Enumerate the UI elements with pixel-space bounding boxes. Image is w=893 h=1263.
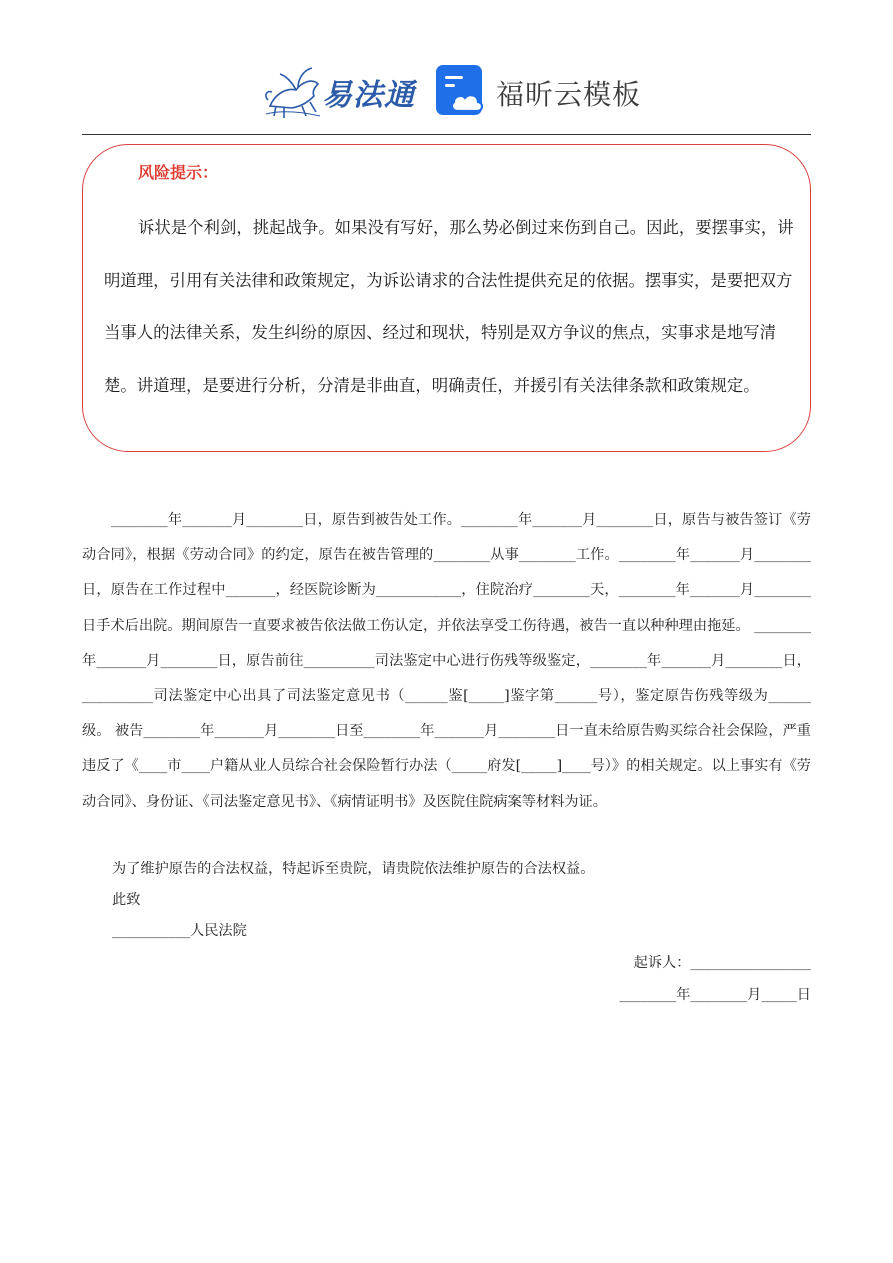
risk-notice-text: 诉状是个利剑，挑起战争。如果没有写好，那么势必倒过来伤到自己。因此，要摆事实，讲明道理，引用有关法律和政策规定，为诉讼请求的合法性提供充足的依据。摆事实，是要把双方当事人的法律关系，发生纠纷的原因、经过和现状，特别是双方争议的焦点，实事求是地写清楚。讲道理，是要进行分析，分清是非曲直，明确责任，并援引有关法律条款和政策规定。 bbox=[104, 218, 794, 395]
cloud-document-icon bbox=[436, 65, 488, 117]
header-divider bbox=[82, 134, 811, 135]
court-name-line: ___________人民法院 bbox=[112, 923, 247, 939]
document-header bbox=[0, 0, 893, 135]
plaintiff-signature-line: 起诉人：_________________ bbox=[633, 955, 811, 971]
complaint-facts-paragraph: ________年_______月________日，原告到被告处工作。________年_______月________日，原告与被告签订《劳动合同》，根据《劳动合同》的约定，原告在被告管理的________从事________工作。________年_______月________日，原告在工作过程中_______，经医院诊断为____________，住院治疗________天，________年_______月________日手术后出院。期间原告一直要求被告依法做工伤认定，并依法享受工伤待遇，被告一直以种种理由拖延。 ________年_______月________日，原告前往__________司法鉴定中心进行伤残等级鉴定，________年_______月________日，__________司法鉴定中心出具了司法鉴定意见书（______鉴[_____]鉴字第______号），鉴定原告伤残等级为______级。 被告________年_______月________日至________年_______月________日一直未给原告购买综合社会保险，严重违反了《____市____户籍从业人员综合社会保险暂行办法（_____府发[_____]____号）》的相关规定。以上事实有《劳动合同》、身份证、《司法鉴定意见书》、《病情证明书》及医院住院病案等材料为证。 bbox=[82, 512, 811, 810]
purpose-statement: 为了维护原告的合法权益，特起诉至贵院，请贵院依法维护原告的合法权益。 bbox=[112, 861, 595, 877]
date-line: ________年________月_____日 bbox=[619, 987, 811, 1003]
brand-foxit-template: 福昕云模板 bbox=[496, 78, 642, 111]
risk-notice-title: 风险提示： bbox=[138, 163, 219, 182]
brand-yifatong: 易法通 bbox=[322, 78, 415, 113]
salutation: 此致 bbox=[112, 892, 141, 908]
